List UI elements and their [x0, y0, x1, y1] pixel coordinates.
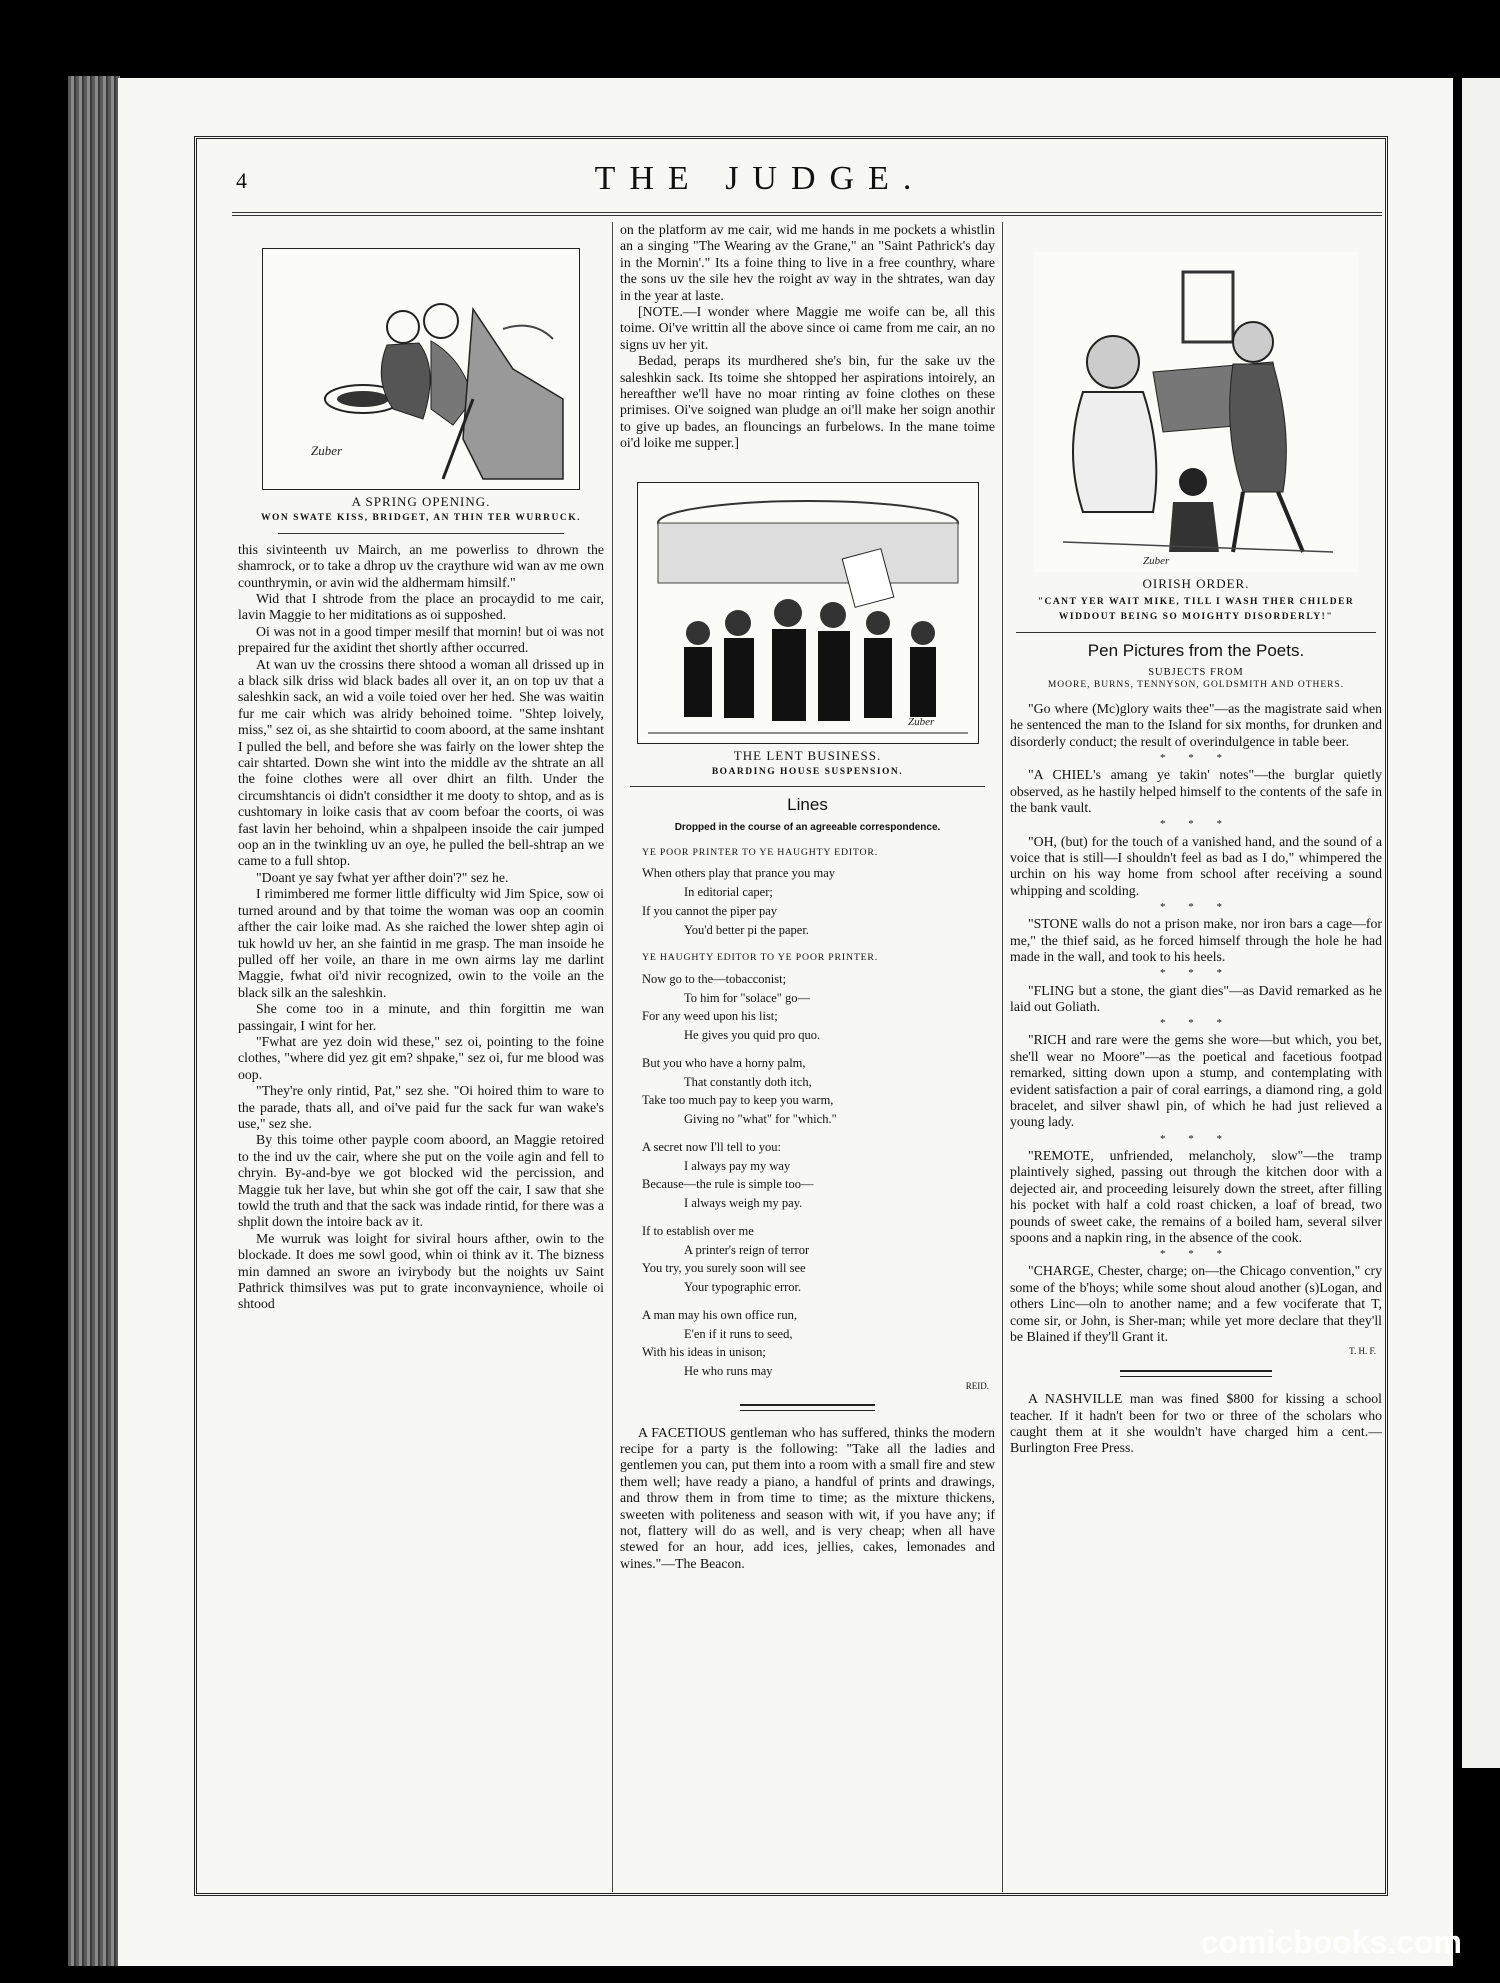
- column-2: [620, 222, 995, 1927]
- paragraph: "Doant ye say fwhat yer afther doin'?" sez he.: [256, 869, 509, 885]
- column-3: [1010, 222, 1382, 1927]
- pen-item: "STONE walls do not a prison make, nor iron bars a cage—for me," the thief said, as he forced himself through the hole he had made in the wall, and took to his heels.: [1010, 916, 1382, 965]
- pen-item: "CHARGE, Chester, charge; on—the Chicago convention," cry some of the b'hoys; while some shout aloud another (s)Logan, and others Linc—oln to another name; and a few vociferate that T, come sir, or John, is Sher-man; while yet more declare that they'll be Blained if they'll Grant it.: [1010, 1263, 1382, 1345]
- fig3-subcaption: "CANT YER WAIT MIKE, TILL I WASH THER CHILDER WIDDOUT BEING SO MOIGHTY DISORDERLY!": [1037, 597, 1355, 622]
- column-1: [238, 222, 604, 1927]
- paragraph: Wid that I shtrode from the place an procaydid to me cair, lavin Maggie to her miditations as oi supposhed.: [238, 590, 604, 623]
- poem-line: He who runs may: [684, 1364, 773, 1379]
- pen-item: "OH, (but) for the touch of a vanished hand, and the sound of a voice that is still—I shouldn't feel as bad as I do," whimpered the urchin on his way home from school after receiving a sound whipping and scolding.: [1010, 833, 1382, 898]
- paragraph: on the platform av me cair, wid me hands in me pockets a whistlin an a singing "The Wearing av the Grane," an "Saint Pathrick's day in the Mornin'." Its a foine thing to live in a free counthry, whare the sons uv the sile hev the roight av way in the shtrates, wan day in the year at laste.: [620, 222, 995, 303]
- rule: [1016, 632, 1376, 633]
- poem-line: If you cannot the piper pay: [642, 903, 778, 918]
- poem-line: To him for "solace" go—: [684, 990, 810, 1005]
- paragraph: Bedad, peraps its murdhered she's bin, fur the sake uv the saleshkin sack. Its toime she shtopped her aspirations intoirely, an hereafther we'll have no moar rinting av foine clothes on these primises. Oi've soigned wan pludge an oi'll make her soign anothir to give up bades, an flouncings an furbelows. In the mane toime oi'd loike me supper.]: [620, 353, 995, 451]
- lines-subtitle: Dropped in the course of an agreeable correspondence.: [674, 821, 941, 833]
- next-page-edge: [1462, 78, 1500, 1768]
- paragraph: [NOTE.—I wonder where Maggie me woife can be, all this toime. Oi've writtin all the above since oi came from me cair, an no signs uv her yit.: [620, 304, 995, 352]
- watermark: comicbooks.com: [1200, 1924, 1462, 1960]
- poem2-header: YE HAUGHTY EDITOR TO YE POOR PRINTER.: [642, 952, 878, 964]
- fig1-caption: A SPRING OPENING.: [351, 494, 491, 509]
- illustration-oirish-order: [1033, 252, 1359, 572]
- facetious-paragraph: A FACETIOUS gentleman who has suffered, thinks the modern recipe for a party is the following: "Take all the ladies and gentlemen you can, put them into a room with a small fire and stew them well; have ready a piano, a handful of prints and drawings, and throw them in from time to time; as the mixture thickens, sweeten with politeness and season with wit, if you have any; if not, flattery will do as well, and is very cheap; when all have stewed for an hour, add ices, jellies, cakes, lemonades and wines."—The Beacon.: [620, 1424, 995, 1571]
- asterism: * * *: [1160, 1248, 1232, 1261]
- poem-line: Take too much pay to keep you warm,: [642, 1093, 834, 1108]
- poem-line: I always pay my way: [684, 1158, 791, 1173]
- poem-line: You'd better pi the paper.: [684, 922, 809, 937]
- fig2-subcaption: BOARDING HOUSE SUSPENSION.: [711, 767, 904, 778]
- paragraph: At wan uv the crossins there shtood a woman all drissed up in a black silk driss wid black bades all over it, an on top uv that a saleshkin sack, an wid a voile toied over her hed. She was waitin fur me cair which was alridy behoined toime. "Shtep loively, miss," sez oi, as she shtairtid to coom aboord, at the same inshtant I pulled the bell, and before she was fairly on the lower shtep the cair shtarted. Down she wint into the middle av the shtrate an all the foine clothes were all over dhirt an filth. Under the circumshtancis oi didn't considther it me dooty to shtop, and as is cushtomary in loike casis that av coom befoar the coorts, oi was fast lavin her behoind, whin a shpalpeen insoide the cair jumped oop an in the twinkling uv an oye, he pulled the bell-shtrap an we came to a full shtop.: [238, 656, 604, 869]
- spring-opening-drawing: [263, 249, 579, 489]
- poem-line: A secret now I'll tell to you:: [642, 1139, 782, 1154]
- paragraph: Me wurruk was loight for siviral hours afther, owin to the blockade. It does me sowl good, whin oi think av it. The bizness min damned an swore an ivirybody but the noights uv Saint Pathrick thimsilves was put to grate inconvaynience, whoile oi shtood: [238, 1230, 604, 1312]
- pen-item: "REMOTE, unfriended, melancholy, slow"—the tramp plaintively sighed, passing out through the kitchen door with a dejected air, and proceeding leisurely down the street, after filling his pocket with half a cold roast chicken, a loaf of bread, two pounds of sweet cake, the remains of a boiled ham, several silver spoons and a napkin ring, in the absence of the cook.: [1010, 1147, 1382, 1245]
- paragraph: By this toime other payple coom aboord, an Maggie retoired to the ind uv the cair, where she put on the voile agin and fell to chryin. By-and-bye we got blocked wid the percission, and Maggie tuk her lave, but whin she got off the cair, I saw that she towld the truth and that the sack was indade rintid, for there was a shplit down the intoire back av it.: [238, 1132, 604, 1230]
- poem: [642, 846, 995, 1381]
- poem-line: Giving no "what" for "which.": [684, 1112, 837, 1127]
- poem-line: He gives you quid pro quo.: [684, 1028, 821, 1043]
- fig1-signature: Zuber: [311, 443, 343, 458]
- poem-line: Because—the rule is simple too—: [642, 1177, 814, 1192]
- paragraph: "They're only rintid, Pat," sez she. "Oi hoired thim to ware to the parade, thats all, and oi've paid fur the sack fur wan wake's use," sez she.: [238, 1083, 604, 1131]
- poem-line: Now go to the—tobacconist;: [642, 971, 787, 986]
- pen-item: "Go where (Mc)glory waits thee"—as the magistrate said when he sentenced the man to the Island for six months, for drunken and disorderly conduct; the result of overindulgence in table beer.: [1010, 700, 1382, 749]
- poem-line: E'en if it runs to seed,: [684, 1326, 793, 1341]
- page-number: 4: [236, 168, 247, 193]
- paragraph: this sivinteenth uv Mairch, an me powerliss to dhrown the shamrock, or to take a dhrop uv the craythure wid wan av me own counthrymin, or avin wid the aldhermam himsilf.": [238, 541, 604, 590]
- poem-line: For any weed upon his list;: [642, 1009, 778, 1024]
- pen-authors: MOORE, BURNS, TENNYSON, GOLDSMITH AND OTHERS.: [1047, 679, 1345, 690]
- paragraph: She come too in a minute, and thin forgittin me wan passingair, I wint for her.: [238, 1001, 604, 1033]
- nashville-paragraph: A NASHVILLE man was fined $800 for kissing a school teacher. If it hadn't been for two or three of the scholars who caught them at it she wouldn't have charged him a cent.—Burlington Free Press.: [1010, 1391, 1382, 1456]
- asterism: * * *: [1160, 1132, 1232, 1145]
- poem1-header: YE POOR PRINTER TO YE HAUGHTY EDITOR.: [642, 846, 878, 858]
- lent-business-drawing: [638, 483, 978, 743]
- rule: [278, 533, 564, 534]
- fig2-signature: Zuber: [907, 715, 934, 728]
- illustration-lent-business: [637, 482, 979, 744]
- poem-line: A man may his own office run,: [642, 1307, 797, 1322]
- fig3-caption: OIRISH ORDER.: [1142, 576, 1250, 591]
- poem-line: In editorial caper;: [684, 885, 773, 899]
- column-divider-2: [1002, 222, 1003, 1892]
- asterism: * * *: [1160, 1017, 1232, 1030]
- poem-line: You try, you surely soon will see: [642, 1261, 806, 1276]
- poem-line: A printer's reign of terror: [684, 1242, 810, 1257]
- asterism: * * *: [1160, 901, 1232, 914]
- pen-item: "RICH and rare were the gems she wore—but which, you bet, she'll wear no Moore"—as the poetical and facetious footpad remarked, sitting down upon a stump, and contemplating with evident satisfaction a pair of coral earrings, a diamond ring, a gold bracelet, and silver shawl pin, of which he had just relieved a young lady.: [1010, 1032, 1382, 1130]
- masthead-rule: [232, 212, 1382, 216]
- poem-line: When others play that prance you may: [642, 866, 835, 881]
- paragraph: "Fwhat are yez doin wid these," sez oi, pointing to the foine clothes, "where did yez git em? shpake," sez oi, fur me blood was oop.: [238, 1033, 604, 1082]
- poem-signature: REID.: [965, 1380, 989, 1391]
- column-divider-1: [612, 222, 613, 1892]
- fig2-caption: THE LENT BUSINESS.: [733, 747, 882, 763]
- asterism: * * *: [1160, 967, 1232, 980]
- oirish-order-drawing: [1033, 252, 1359, 572]
- rule: [630, 786, 985, 787]
- fig1-subcaption: WON SWATE KISS, BRIDGET, AN THIN TER WURRUCK.: [260, 513, 581, 524]
- poem-line: With his ideas in unison;: [642, 1345, 766, 1360]
- pen-signature: T. H. F.: [1349, 1345, 1376, 1356]
- masthead-title: THE JUDGE.: [594, 160, 926, 197]
- fig3-signature: Zuber: [1143, 555, 1170, 567]
- book-spine: [68, 76, 120, 1966]
- poem-line: I always weigh my pay.: [684, 1196, 803, 1211]
- asterism: * * *: [1160, 752, 1232, 765]
- poem-line: Your typographic error.: [684, 1280, 802, 1295]
- lines-title: Lines: [787, 795, 828, 815]
- asterism: * * *: [1160, 818, 1232, 831]
- double-rule: [740, 1404, 875, 1411]
- poem-line: If to establish over me: [642, 1223, 754, 1238]
- pen-item: "FLING but a stone, the giant dies"—as David remarked as he laid out Goliath.: [1010, 982, 1382, 1014]
- poem-line: That constantly doth itch,: [684, 1074, 812, 1089]
- illustration-spring-opening: [262, 248, 580, 490]
- pen-pictures-title: Pen Pictures from the Poets.: [1087, 640, 1305, 660]
- poem-line: But you who have a horny palm,: [642, 1055, 806, 1070]
- pen-item: "A CHIEL's amang ye takin' notes"—the burglar quietly observed, as he hastily helped himself to the contents of the safe in the bank vault.: [1010, 767, 1382, 816]
- paragraph: I rimimbered me former little difficulty wid Jim Spice, sow oi turned around and by that toime the woman was oop an coomin afther the cair loike mad. As she raiched the lower shtep agin oi tuk howld uv her, an she faintid in me grasp. The man insoide he pulled off her voile, an thare in me own airms lay me darlint Maggie, fwhat oi'd nivir recognized, owin to the voile an the black silk an the saleshkin.: [238, 886, 604, 1000]
- double-rule: [1120, 1370, 1272, 1377]
- paragraph: Oi was not in a good timper mesilf that mornin! but oi was not prepaired fur the axidint thet shortly afther occurred.: [238, 623, 604, 656]
- pen-subjects: SUBJECTS FROM: [1148, 667, 1244, 679]
